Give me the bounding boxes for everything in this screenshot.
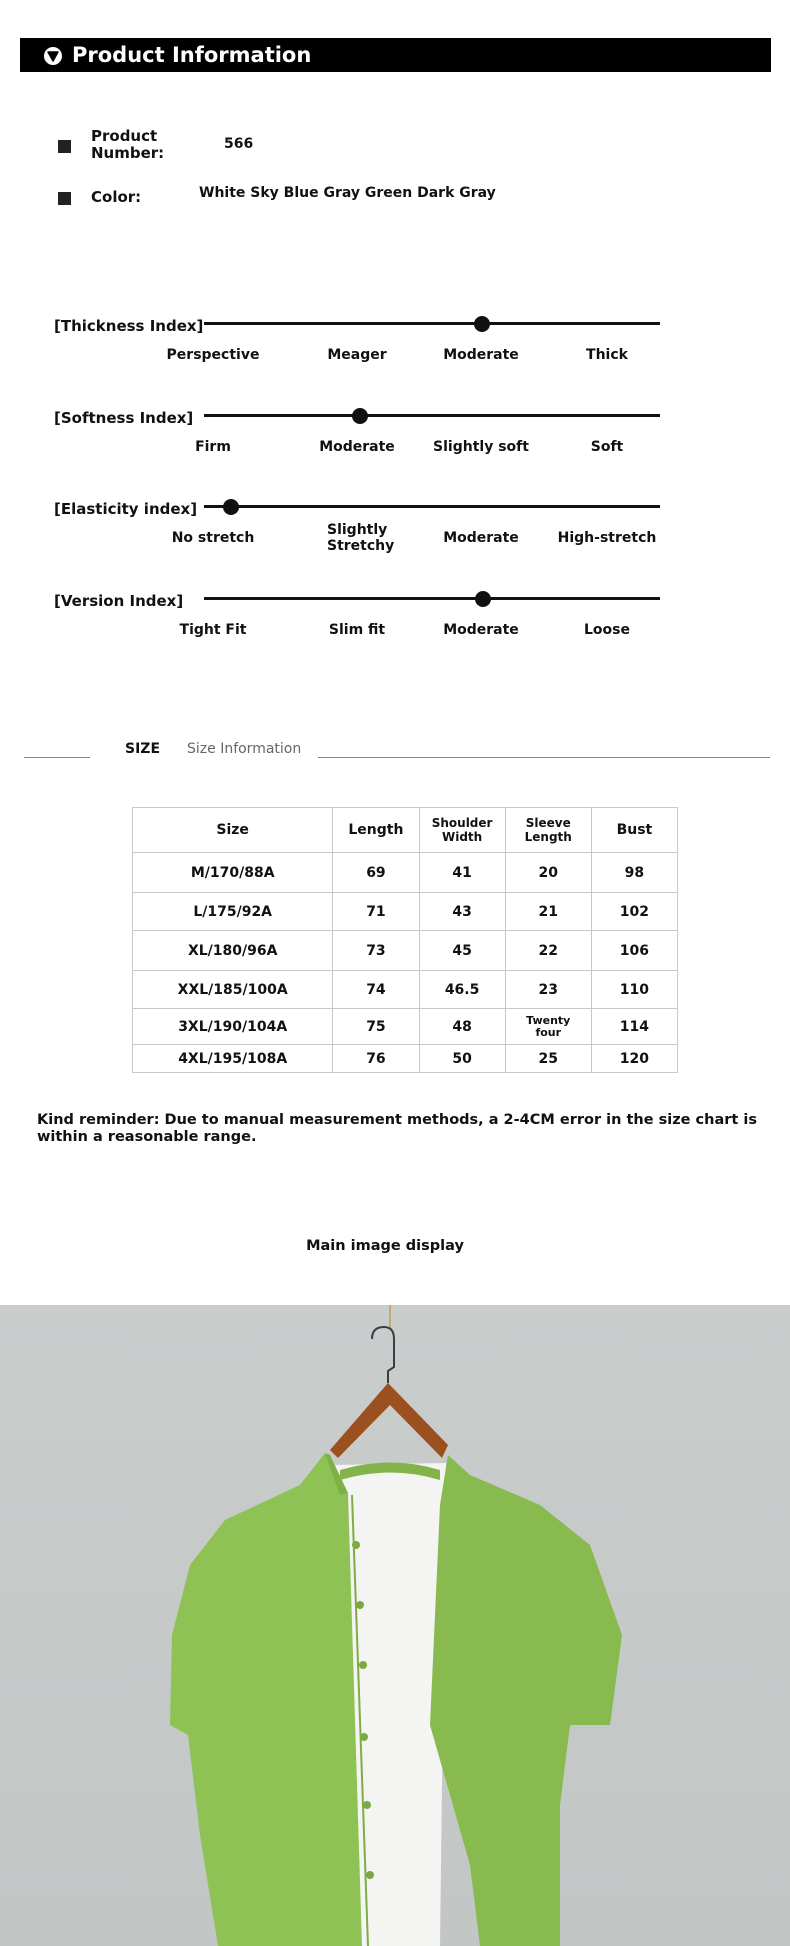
table-cell: 106 (591, 931, 677, 971)
table-cell: 41 (419, 853, 505, 893)
product-photo (0, 1305, 790, 1946)
table-cell: 23 (505, 971, 591, 1009)
product-number-value: 566 (224, 136, 254, 152)
table-row (133, 1009, 678, 1045)
index-option: No stretch (171, 530, 255, 546)
product-number-label: Product Number: (91, 127, 165, 162)
index-label: [Elasticity index] (54, 500, 198, 518)
table-cell: L/175/92A (133, 893, 333, 931)
column-header-size: Size (133, 808, 333, 853)
table-cell: 73 (333, 931, 419, 971)
table-cell: 25 (505, 1045, 591, 1073)
table-cell: XL/180/96A (133, 931, 333, 971)
shirt-right-panel (430, 1455, 622, 1946)
table-cell: 75 (333, 1009, 419, 1045)
section-title: Product Information (72, 43, 312, 67)
size-section-title: SIZE (125, 741, 161, 757)
table-cell: 110 (591, 971, 677, 1009)
index-option: Slightly soft (433, 439, 529, 455)
index-slider-marker (474, 316, 490, 332)
heart-shield-icon (44, 47, 62, 65)
size-reminder-note: Kind reminder: Due to manual measurement methods, a 2-4CM error in the size chart is within a reasonable range. (37, 1112, 757, 1145)
shirt-left-panel (170, 1453, 362, 1946)
table-cell: 69 (333, 853, 419, 893)
table-header-row (133, 808, 678, 853)
table-cell: 22 (505, 931, 591, 971)
table-cell: 21 (505, 893, 591, 931)
index-option: Meager (327, 347, 387, 363)
column-header-bust: Bust (591, 808, 677, 853)
table-cell: 120 (591, 1045, 677, 1073)
table-cell: 76 (333, 1045, 419, 1073)
table-cell: 102 (591, 893, 677, 931)
index-slider-marker (352, 408, 368, 424)
divider (318, 757, 770, 758)
wooden-hanger (330, 1383, 448, 1458)
table-cell: Twenty four (505, 1009, 591, 1045)
main-image-title: Main image display (306, 1238, 464, 1254)
index-option: Tight Fit (179, 622, 247, 638)
table-cell: 71 (333, 893, 419, 931)
index-option: Soft (590, 439, 624, 455)
table-cell: 20 (505, 853, 591, 893)
table-cell: 74 (333, 971, 419, 1009)
index-option: Slim fit (328, 622, 386, 638)
index-slider-track (204, 322, 660, 325)
color-label: Color: (91, 188, 142, 206)
index-slider-marker (223, 499, 239, 515)
index-option: Moderate (443, 622, 519, 638)
table-cell: 114 (591, 1009, 677, 1045)
table-row (133, 1045, 678, 1073)
bullet-icon (58, 192, 71, 205)
bullet-icon (58, 140, 71, 153)
table-cell: 3XL/190/104A (133, 1009, 333, 1045)
table-cell: XXL/185/100A (133, 971, 333, 1009)
column-header-shoulder-width: Shoulder Width (419, 808, 505, 853)
size-section-subtitle: Size Information (187, 741, 302, 757)
color-value: White Sky Blue Gray Green Dark Gray (199, 185, 496, 201)
table-row (133, 931, 678, 971)
index-option: Slightly Stretchy (327, 522, 395, 554)
index-label: [Softness Index] (54, 409, 194, 427)
column-header-length: Length (333, 808, 419, 853)
index-option: High-stretch (557, 530, 657, 546)
table-cell: 50 (419, 1045, 505, 1073)
shirt-illustration (0, 1305, 790, 1946)
index-option: Firm (195, 439, 231, 455)
table-row (133, 853, 678, 893)
index-option: Moderate (319, 439, 395, 455)
column-header-sleeve-length: Sleeve Length (505, 808, 591, 853)
index-option: Loose (584, 622, 630, 638)
table-cell: 48 (419, 1009, 505, 1045)
size-table (132, 807, 678, 1073)
index-slider-track (204, 505, 660, 508)
table-cell: 98 (591, 853, 677, 893)
index-slider-marker (475, 591, 491, 607)
table-cell: 45 (419, 931, 505, 971)
index-option: Moderate (443, 347, 519, 363)
table-cell: 43 (419, 893, 505, 931)
index-slider-track (204, 597, 660, 600)
index-slider-track (204, 414, 660, 417)
index-label: [Version Index] (54, 592, 184, 610)
divider (24, 757, 90, 758)
index-option: Perspective (166, 347, 260, 363)
index-option: Moderate (443, 530, 519, 546)
index-option: Thick (586, 347, 628, 363)
table-cell: 4XL/195/108A (133, 1045, 333, 1073)
hanger-hook (372, 1327, 394, 1383)
table-cell: 46.5 (419, 971, 505, 1009)
table-row (133, 893, 678, 931)
table-cell: M/170/88A (133, 853, 333, 893)
table-row (133, 971, 678, 1009)
index-label: [Thickness Index] (54, 317, 204, 335)
